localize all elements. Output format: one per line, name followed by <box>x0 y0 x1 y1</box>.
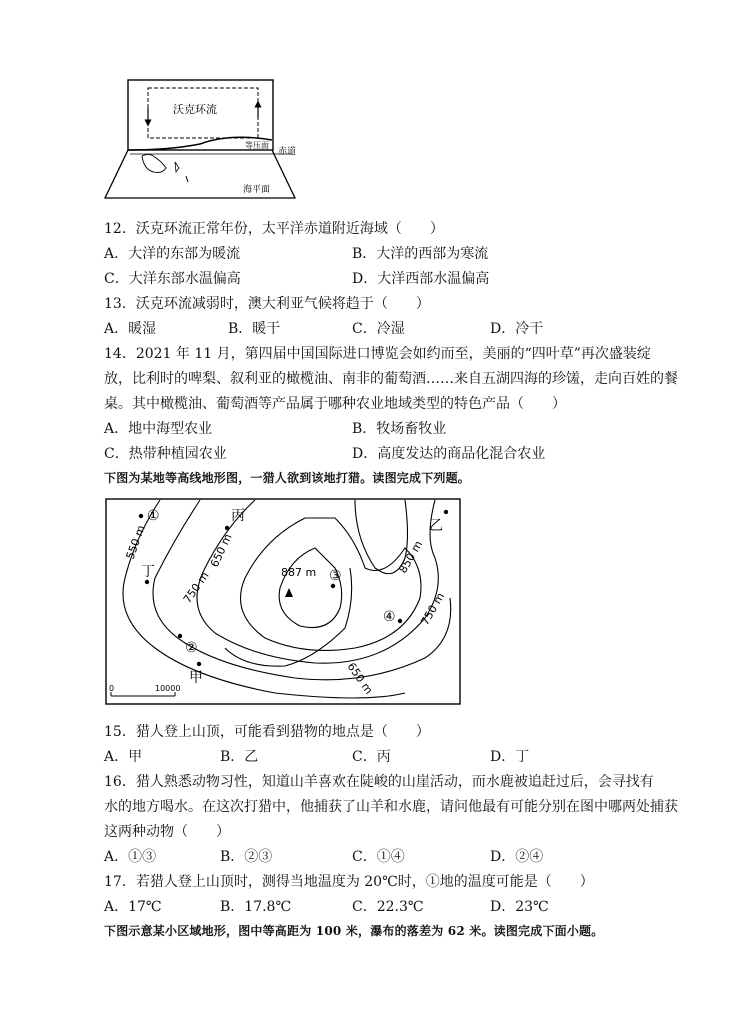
q13-option-a[interactable]: A．暖湿 <box>104 321 157 337</box>
q14-option-c[interactable]: C．热带种植园农业 <box>104 446 227 462</box>
contour-label-750-right: 750 m <box>418 590 448 628</box>
intro-contour-map: 下图为某地等高线地形图，一猎人欲到该地打猎。读图完成下列题。 <box>104 471 471 485</box>
place-jia: 甲 <box>189 670 203 686</box>
scale-max: 10000 <box>155 684 181 693</box>
q15-option-b[interactable]: B．乙 <box>220 749 259 765</box>
q16-line-1: 16．猎人熟悉动物习性，知道山羊喜欢在陡峻的山崖活动，而水鹿被追赶过后，会寻找有 <box>104 774 654 790</box>
point-4: ④ <box>383 609 396 625</box>
q16-line-3: 这两种动物（ ） <box>104 824 230 840</box>
contour-label-750-left: 750 m <box>180 569 212 606</box>
q16-option-a[interactable]: A．①③ <box>104 849 157 865</box>
q13-option-b[interactable]: B．暖干 <box>228 321 281 337</box>
q17-option-d[interactable]: D．23℃ <box>490 899 549 915</box>
place-ding: 丁 <box>141 564 155 580</box>
sea-level-label: 海平面 <box>243 185 271 195</box>
q12-option-b[interactable]: B．大洋的西部为寒流 <box>352 246 489 262</box>
q12-option-c[interactable]: C．大洋东部水温偏高 <box>104 271 241 287</box>
contour-label-850: 850 m <box>396 538 426 576</box>
q16-line-2: 水的地方喝水。在这次打猎中，他捕获了山羊和水鹿，请问他最有可能分别在图中哪两处捕获 <box>104 799 678 815</box>
q16-option-d[interactable]: D．②④ <box>490 849 544 865</box>
walker-circulation-figure <box>100 78 305 200</box>
place-yi: 乙 <box>429 518 443 534</box>
q17-option-b[interactable]: B．17.8℃ <box>220 899 292 915</box>
q17-stem: 17．若猎人登上山顶时，测得当地温度为 20℃时，①地的温度可能是（ ） <box>104 874 594 890</box>
q15-option-d[interactable]: D．丁 <box>490 749 530 765</box>
walker-label: 沃克环流 <box>173 103 217 116</box>
point-3: ③ <box>329 568 342 584</box>
contour-label-650-lower: 650 m <box>344 660 376 697</box>
q13-option-d[interactable]: D．冷干 <box>490 321 544 337</box>
q15-stem: 15．猎人登上山顶，可能看到猎物的地点是（ ） <box>104 724 430 740</box>
q14-option-b[interactable]: B．牧场畜牧业 <box>352 421 447 437</box>
q15-option-c[interactable]: C．丙 <box>352 749 391 765</box>
q17-option-c[interactable]: C．22.3℃ <box>352 899 424 915</box>
isobaric-label: 等压面 <box>245 141 269 150</box>
q14-line-1: 14．2021 年 11 月，第四届中国国际进口博览会如约而至，美丽的“四叶草”再次盛装绽 <box>104 346 651 362</box>
intro-waterfall: 下图示意某小区域地形，图中等高距为 100 米，瀑布的落差为 62 米。读图完成下面小题。 <box>104 924 604 938</box>
q17-option-a[interactable]: A．17℃ <box>104 899 162 915</box>
contour-label-650-upper: 650 m <box>207 531 235 570</box>
q12-stem: 12．沃克环流正常年份，太平洋赤道附近海域（ ） <box>104 221 444 237</box>
q16-option-b[interactable]: B．②③ <box>220 849 273 865</box>
q12-option-d[interactable]: D．大洋西部水温偏高 <box>352 271 490 287</box>
q16-option-c[interactable]: C．①④ <box>352 849 405 865</box>
q13-stem: 13．沃克环流减弱时，澳大利亚气候将趋于（ ） <box>104 296 430 312</box>
equator-label: 赤道 <box>278 147 297 157</box>
q14-line-3: 桌。其中橄榄油、葡萄酒等产品属于哪种农业地域类型的特色产品（ ） <box>104 396 566 412</box>
point-2: ② <box>185 640 198 656</box>
place-bing: 丙 <box>231 508 245 524</box>
peak-elevation: 887 m <box>281 566 317 579</box>
q15-option-a[interactable]: A．甲 <box>104 749 143 765</box>
q14-line-2: 放，比利时的啤梨、叙利亚的橄榄油、南非的葡萄酒……来自五湖四海的珍馐，走向百姓的餐 <box>104 371 678 387</box>
q14-option-a[interactable]: A．地中海型农业 <box>104 421 213 437</box>
q14-option-d[interactable]: D．高度发达的商品化混合农业 <box>352 446 546 462</box>
contour-label-550: 550 m <box>123 523 148 562</box>
scale-zero: 0 <box>109 684 115 693</box>
q12-option-a[interactable]: A．大洋的东部为暖流 <box>104 246 241 262</box>
contour-map-figure <box>105 498 461 705</box>
point-1: ① <box>147 508 160 524</box>
q13-option-c[interactable]: C．冷湿 <box>352 321 405 337</box>
